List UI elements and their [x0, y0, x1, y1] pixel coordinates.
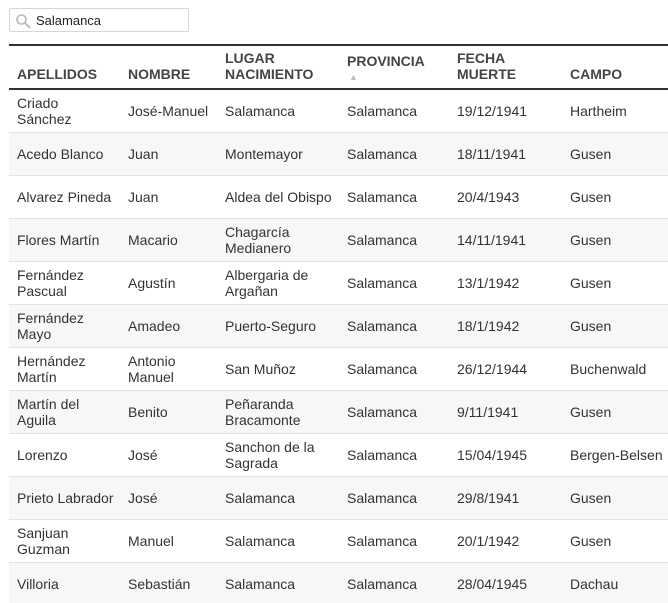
cell-fecha-muerte: 20/1/1942 — [449, 519, 562, 562]
cell-provincia: Salamanca — [339, 476, 449, 519]
cell-apellidos: Martín del Aguila — [9, 390, 120, 433]
cell-campo: Gusen — [562, 261, 668, 304]
table-row — [9, 218, 668, 261]
cell-fecha-muerte: 26/12/1944 — [449, 347, 562, 390]
cell-lugar-nacimiento: Albergaria de Argañan — [217, 261, 339, 304]
cell-nombre: José — [120, 433, 217, 476]
column-header-label: CAMPO — [570, 66, 623, 82]
cell-provincia: Salamanca — [339, 218, 449, 261]
table-row — [9, 562, 668, 603]
cell-campo: Gusen — [562, 218, 668, 261]
cell-provincia: Salamanca — [339, 562, 449, 603]
cell-provincia: Salamanca — [339, 304, 449, 347]
cell-lugar-nacimiento: Salamanca — [217, 89, 339, 132]
cell-fecha-muerte: 20/4/1943 — [449, 175, 562, 218]
column-header-nombre[interactable] — [120, 45, 217, 89]
cell-nombre: Sebastián — [120, 562, 217, 603]
cell-nombre: Antonio Manuel — [120, 347, 217, 390]
cell-apellidos: Sanjuan Guzman — [9, 519, 120, 562]
cell-apellidos: Fernández Pascual — [9, 261, 120, 304]
cell-fecha-muerte: 18/1/1942 — [449, 304, 562, 347]
cell-lugar-nacimiento: Puerto-Seguro — [217, 304, 339, 347]
results-table — [9, 44, 668, 603]
table-row — [9, 433, 668, 476]
cell-nombre: Benito — [120, 390, 217, 433]
cell-lugar-nacimiento: San Muñoz — [217, 347, 339, 390]
cell-nombre: Macario — [120, 218, 217, 261]
column-header-apellidos[interactable] — [9, 45, 120, 89]
sort-ascending-icon: ▲ — [349, 72, 358, 82]
cell-provincia: Salamanca — [339, 519, 449, 562]
cell-campo: Hartheim — [562, 89, 668, 132]
cell-apellidos: Villoria — [9, 562, 120, 603]
cell-lugar-nacimiento: Montemayor — [217, 132, 339, 175]
cell-fecha-muerte: 29/8/1941 — [449, 476, 562, 519]
cell-campo: Bergen-Belsen — [562, 433, 668, 476]
cell-apellidos: Lorenzo — [9, 433, 120, 476]
cell-nombre: Juan — [120, 175, 217, 218]
cell-fecha-muerte: 13/1/1942 — [449, 261, 562, 304]
search-icon — [15, 13, 31, 29]
table-row — [9, 347, 668, 390]
cell-campo: Buchenwald — [562, 347, 668, 390]
column-header-label: FECHA MUERTE — [457, 50, 517, 82]
column-header-label: LUGAR NACIMIENTO — [225, 50, 314, 82]
cell-campo: Gusen — [562, 132, 668, 175]
cell-lugar-nacimiento: Sanchon de la Sagrada — [217, 433, 339, 476]
cell-nombre: Agustín — [120, 261, 217, 304]
cell-apellidos: Flores Martín — [9, 218, 120, 261]
search-box[interactable] — [9, 8, 189, 32]
cell-lugar-nacimiento: Salamanca — [217, 476, 339, 519]
table-row — [9, 261, 668, 304]
cell-provincia: Salamanca — [339, 89, 449, 132]
column-header-campo[interactable] — [562, 45, 668, 89]
cell-provincia: Salamanca — [339, 433, 449, 476]
table-row — [9, 476, 668, 519]
cell-nombre: Juan — [120, 132, 217, 175]
cell-apellidos: Fernández Mayo — [9, 304, 120, 347]
cell-nombre: Amadeo — [120, 304, 217, 347]
cell-nombre: Manuel — [120, 519, 217, 562]
column-header-label: PROVINCIA — [347, 53, 425, 69]
cell-apellidos: Prieto Labrador — [9, 476, 120, 519]
table-row — [9, 519, 668, 562]
cell-lugar-nacimiento: Peñaranda Bracamonte — [217, 390, 339, 433]
cell-lugar-nacimiento: Salamanca — [217, 562, 339, 603]
cell-provincia: Salamanca — [339, 390, 449, 433]
header-row — [9, 45, 668, 89]
column-header-lugar-nacimiento[interactable] — [217, 45, 339, 89]
cell-campo: Gusen — [562, 519, 668, 562]
cell-nombre: José — [120, 476, 217, 519]
cell-apellidos: Hernández Martín — [9, 347, 120, 390]
cell-campo: Gusen — [562, 476, 668, 519]
table-row — [9, 132, 668, 175]
cell-apellidos: Acedo Blanco — [9, 132, 120, 175]
cell-campo: Gusen — [562, 390, 668, 433]
column-header-provincia[interactable] — [339, 45, 449, 89]
cell-campo: Dachau — [562, 562, 668, 603]
table-row — [9, 89, 668, 132]
cell-provincia: Salamanca — [339, 132, 449, 175]
table-body — [9, 89, 668, 603]
cell-fecha-muerte: 15/04/1945 — [449, 433, 562, 476]
cell-lugar-nacimiento: Aldea del Obispo — [217, 175, 339, 218]
cell-apellidos: Alvarez Pineda — [9, 175, 120, 218]
cell-provincia: Salamanca — [339, 347, 449, 390]
cell-nombre: José-Manuel — [120, 89, 217, 132]
table-row — [9, 390, 668, 433]
cell-fecha-muerte: 18/11/1941 — [449, 132, 562, 175]
cell-campo: Gusen — [562, 304, 668, 347]
table-row — [9, 175, 668, 218]
cell-apellidos: Criado Sánchez — [9, 89, 120, 132]
cell-fecha-muerte: 9/11/1941 — [449, 390, 562, 433]
cell-fecha-muerte: 19/12/1941 — [449, 89, 562, 132]
column-header-fecha-muerte[interactable] — [449, 45, 562, 89]
table-row — [9, 304, 668, 347]
cell-provincia: Salamanca — [339, 175, 449, 218]
cell-lugar-nacimiento: Salamanca — [217, 519, 339, 562]
cell-campo: Gusen — [562, 175, 668, 218]
column-header-label: APELLIDOS — [17, 66, 98, 82]
search-input[interactable] — [36, 11, 184, 29]
cell-provincia: Salamanca — [339, 261, 449, 304]
cell-fecha-muerte: 28/04/1945 — [449, 562, 562, 603]
results-table-container[interactable] — [9, 44, 668, 603]
cell-fecha-muerte: 14/11/1941 — [449, 218, 562, 261]
cell-lugar-nacimiento: Chagarcía Medianero — [217, 218, 339, 261]
column-header-label: NOMBRE — [128, 66, 191, 82]
